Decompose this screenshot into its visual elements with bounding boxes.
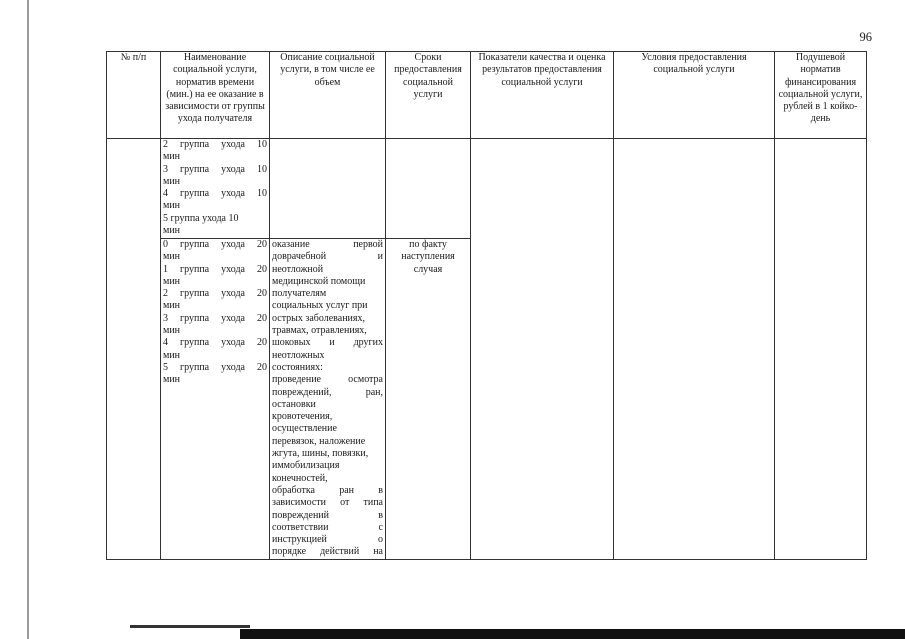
cell-terms — [386, 139, 471, 239]
cell-funding — [775, 139, 867, 560]
table-header-row — [107, 52, 867, 139]
header-conditions: Условия предоставления социальной услуги — [614, 52, 775, 139]
header-quality: Показатели качества и оценка результатов предоставления социальной услуги — [471, 52, 614, 139]
cell-number — [107, 139, 161, 560]
cell-norms: 2 группа ухода 10 мин 3 группа ухода 10 мин 4 группа ухода 10 мин 5 группа ухода 10 мин — [161, 139, 270, 239]
cell-norms: 0 группа ухода 20 мин 1 группа ухода 20 мин 2 группа ухода 20 мин 3 группа ухода 20 мин 4 группа ухода 20 мин 5 группа ухода 20 мин — [161, 239, 270, 560]
cell-description — [270, 139, 386, 239]
cell-description: оказание первой доврачебной и неотложной медицинской помощи получателям социальных услуг при острых заболеваниях, травмах, отравлениях, шоковых и других неотложных состояниях: проведение осмотра повреждений, ран, остановки кровотечения, осуществление перевязок, наложение жгута, шины, повязки, иммобилизация конечностей, обработка ран в зависимости от типа повреждений в соответствии с инструкцией о порядке действий на — [270, 239, 386, 560]
scan-edge — [130, 625, 250, 628]
header-terms: Сроки предоставления социальной услуги — [386, 52, 471, 139]
header-description: Описание социальной услуги, в том числе ее объем — [270, 52, 386, 139]
page-number: 96 — [859, 30, 872, 44]
header-number: № п/п — [107, 52, 161, 139]
services-table — [106, 51, 867, 560]
cell-conditions — [614, 139, 775, 560]
header-funding: Подушевой норматив финансирования социальной услуги, рублей в 1 койко-день — [775, 52, 867, 139]
cell-quality — [471, 139, 614, 560]
cell-terms: по факту наступления случая — [386, 239, 471, 560]
header-service-name: Наименование социальной услуги, норматив времени (мин.) на ее оказание в зависимости от группы ухода получателя — [161, 52, 270, 139]
table-row — [107, 139, 867, 239]
scan-edge — [27, 0, 29, 639]
scan-edge — [240, 629, 905, 639]
